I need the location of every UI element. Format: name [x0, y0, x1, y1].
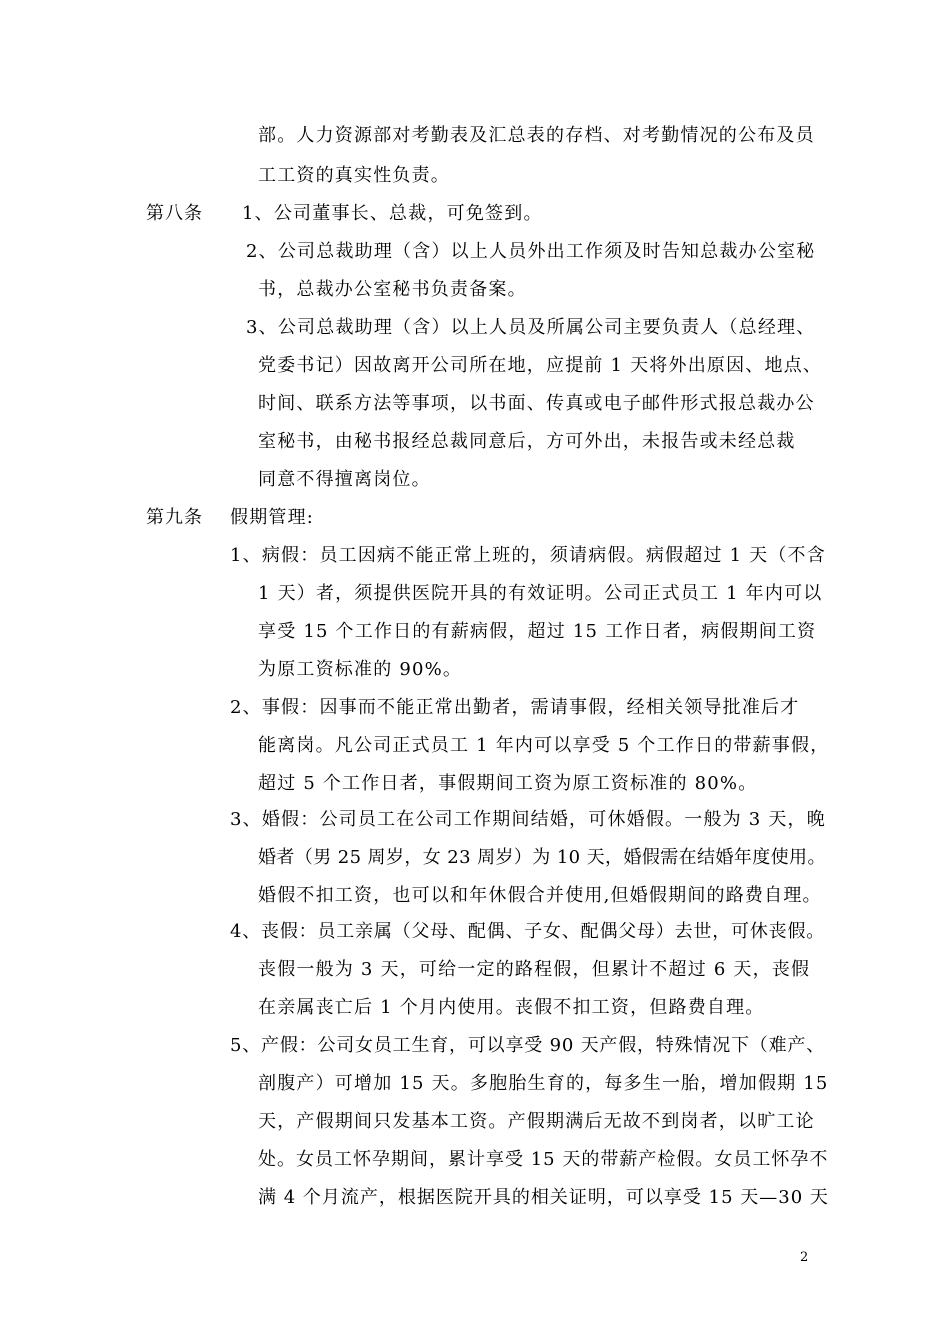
article9-line-15: 剖腹产）可增加 15 天。多胞胎生育的，每多生一胎，增加假期 15 — [258, 1073, 829, 1094]
page-number: 2 — [800, 1250, 809, 1265]
article8-line-7: 室秘书，由秘书报经总裁同意后，方可外出，未报告或未经总裁 — [258, 431, 796, 452]
article9-line-7: 超过 5 个工作日者，事假期间工资为原工资标准的 80%。 — [258, 773, 758, 794]
article8-line-2: 2、公司总裁助理（含）以上人员外出工作须及时告知总裁办公室秘 — [246, 241, 816, 262]
article9-line-14: 5、产假：公司女员工生育，可以享受 90 天产假，特殊情况下（难产、 — [230, 1035, 825, 1056]
article9-line-5: 2、事假：因事而不能正常出勤者，需请事假，经相关领导批准后才 — [230, 697, 800, 718]
article9-line-6: 能离岗。凡公司正式员工 1 年内可以享受 5 个工作日的带薪事假， — [258, 735, 830, 756]
article9-line-2: 1 天）者，须提供医院开具的有效证明。公司正式员工 1 年内可以 — [258, 583, 823, 604]
article8-line-6: 时间、联系方法等事项，以书面、传真或电子邮件形式报总裁办公 — [258, 393, 815, 414]
article8-label: 第八条 — [146, 203, 203, 224]
article7-line-2: 工工资的真实性负责。 — [258, 165, 450, 186]
article9-line-11: 4、丧假：员工亲属（父母、配偶、子女、配偶父母）去世，可休丧假。 — [230, 921, 826, 942]
article9-label: 第九条 — [146, 507, 203, 528]
article9-line-4: 为原工资标准的 90%。 — [258, 659, 463, 680]
article8-line-5: 党委书记）因故离开公司所在地，应提前 1 天将外出原因、地点、 — [258, 355, 823, 376]
article9-line-18: 满 4 个月流产，根据医院开具的相关证明，可以享受 15 天—30 天 — [258, 1187, 829, 1208]
article9-line-10: 婚假不扣工资，也可以和年休假合并使用,但婚假期间的路费自理。 — [258, 885, 822, 906]
article9-line-16: 天，产假期间只发基本工资。产假期满后无故不到岗者，以旷工论 — [258, 1111, 815, 1132]
article8-line-8: 同意不得擅离岗位。 — [258, 469, 431, 490]
article9-line-13: 在亲属丧亡后 1 个月内使用。丧假不扣工资，但路费自理。 — [258, 997, 765, 1018]
article9-line-1: 1、病假：员工因病不能正常上班的，须请病假。病假超过 1 天（不含 — [230, 545, 826, 566]
article9-line-9: 婚者（男 25 周岁，女 23 周岁）为 10 天，婚假需在结婚年度使用。 — [258, 847, 826, 868]
article9-title: 假期管理: — [230, 507, 315, 528]
article9-line-17: 处。女员工怀孕期间，累计享受 15 天的带薪产检假。女员工怀孕不 — [258, 1149, 829, 1170]
article9-line-8: 3、婚假：公司员工在公司工作期间结婚，可休婚假。一般为 3 天，晚 — [230, 809, 826, 830]
article8-line-4: 3、公司总裁助理（含）以上人员及所属公司主要负责人（总经理、 — [246, 317, 816, 338]
article8-line-3: 书，总裁办公室秘书负责备案。 — [258, 279, 527, 300]
article7-line-1: 部。人力资源部对考勤表及汇总表的存档、对考勤情况的公布及员 — [258, 125, 815, 146]
article9-line-12: 丧假一般为 3 天，可给一定的路程假，但累计不超过 6 天，丧假 — [258, 959, 811, 980]
article9-line-3: 享受 15 个工作日的有薪病假，超过 15 工作日者，病假期间工资 — [258, 621, 817, 642]
article8-line-1: 1、公司董事长、总裁，可免签到。 — [242, 203, 543, 224]
